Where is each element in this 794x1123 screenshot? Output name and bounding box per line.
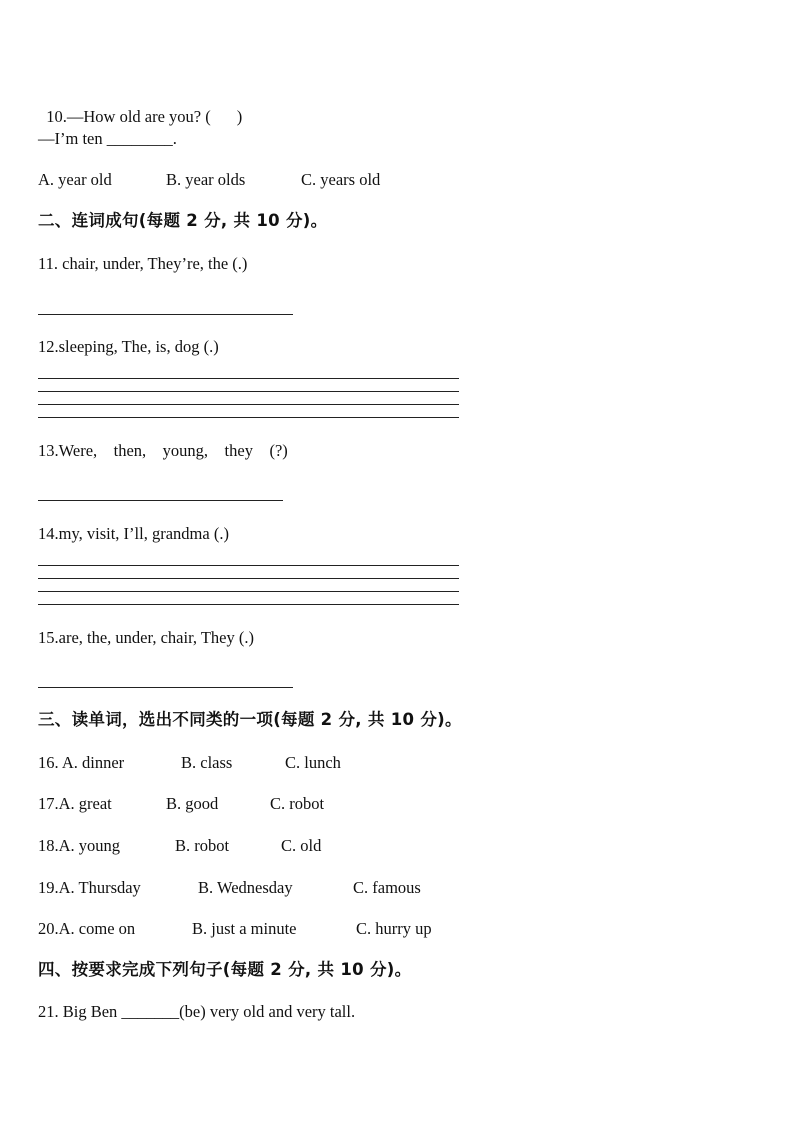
q10-option-c: C. years old	[301, 170, 381, 189]
q19-option-a: 19.A. Thursday	[38, 878, 141, 897]
q13-answer-line[interactable]	[38, 500, 283, 501]
q10-option-a: A. year old	[38, 170, 112, 189]
q12-answer-line-2[interactable]	[38, 391, 459, 392]
q19-option-c: C. famous	[353, 878, 421, 897]
q12-prompt: 12.sleeping, The, is, dog (.)	[38, 337, 219, 356]
q10-question	[38, 87, 242, 127]
q10-answer-line: —I’m ten ________.	[38, 129, 177, 148]
section3-heading: 三、读单词，选出不同类的一项(每题 2 分, 共 10 分)。	[38, 710, 462, 729]
section2-heading: 二、连词成句(每题 2 分, 共 10 分)。	[38, 211, 328, 230]
q10-option-b: B. year olds	[166, 170, 246, 189]
q17-option-c: C. robot	[270, 794, 325, 813]
q14-answer-line-3[interactable]	[38, 591, 459, 592]
q15-answer-line[interactable]	[38, 687, 293, 688]
q17-option-b: B. good	[166, 794, 219, 813]
q19-option-b: B. Wednesday	[198, 878, 293, 897]
q21-prompt: 21. Big Ben _______(be) very old and very tall.	[38, 1002, 356, 1021]
q16-option-c: C. lunch	[285, 753, 341, 772]
q14-answer-line-1[interactable]	[38, 565, 459, 566]
q20-option-c: C. hurry up	[356, 919, 432, 938]
q14-answer-line-2[interactable]	[38, 578, 459, 579]
q10-question-text: 10.—How old are you? (	[46, 107, 211, 126]
q11-prompt: 11. chair, under, They’re, the (.)	[38, 254, 248, 273]
q20-option-a: 20.A. come on	[38, 919, 136, 938]
q16-option-b: B. class	[181, 753, 233, 772]
q20-option-b: B. just a minute	[192, 919, 297, 938]
q12-answer-line-1[interactable]	[38, 378, 459, 379]
q16-option-a: 16. A. dinner	[38, 753, 125, 772]
q15-prompt: 15.are, the, under, chair, They (.)	[38, 628, 254, 647]
q14-prompt: 14.my, visit, I’ll, grandma (.)	[38, 524, 229, 543]
q17-option-a: 17.A. great	[38, 794, 112, 813]
q11-answer-line[interactable]	[38, 314, 293, 315]
q14-answer-line-4[interactable]	[38, 604, 459, 605]
q12-answer-line-4[interactable]	[38, 417, 459, 418]
q18-option-b: B. robot	[175, 836, 230, 855]
section4-heading: 四、按要求完成下列句子(每题 2 分, 共 10 分)。	[38, 960, 412, 979]
q18-option-c: C. old	[281, 836, 322, 855]
q10-close-paren: )	[236, 107, 243, 126]
q18-option-a: 18.A. young	[38, 836, 121, 855]
q12-answer-line-3[interactable]	[38, 404, 459, 405]
q13-prompt: 13.Were, then, young, they (?)	[38, 441, 288, 460]
